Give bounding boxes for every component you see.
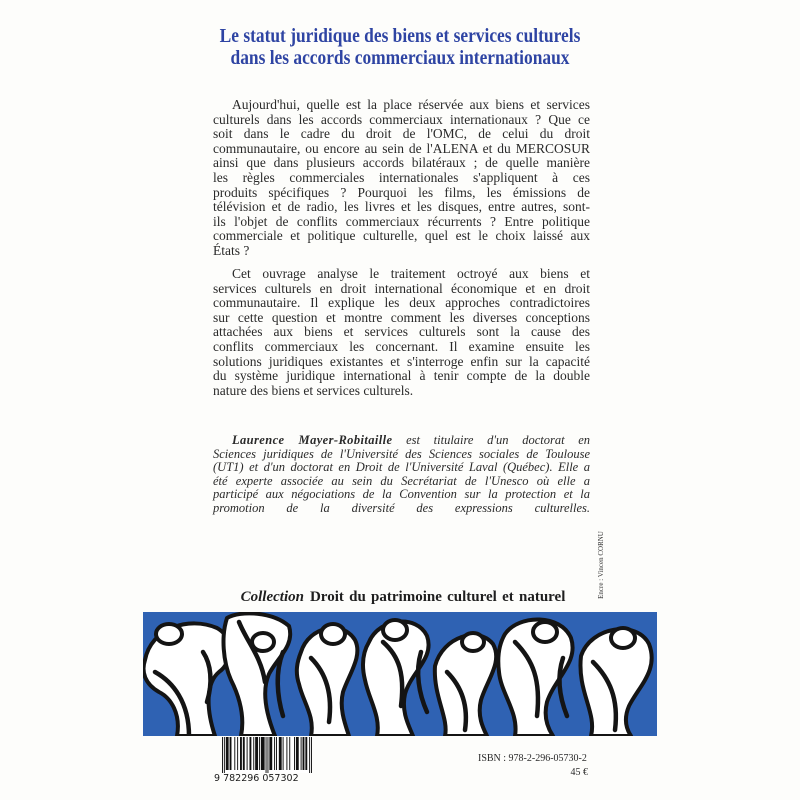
- barcode-bar: [301, 737, 302, 770]
- barcode-bar: [261, 737, 265, 770]
- barcode-bar: [259, 737, 260, 770]
- title-line-1: Le statut juridique des biens et services culturels: [219, 25, 581, 47]
- barcode-bar: [255, 737, 258, 770]
- text-line: Sciences juridiques de l'Université des Sciences sociales de Toulouse: [213, 446, 590, 461]
- collection-line: [0, 589, 800, 606]
- text-line: Aujourd'hui, quelle est la place réservée aux biens et services: [232, 97, 590, 112]
- barcode-bar: [266, 737, 267, 773]
- barcode-number: 9 782296 057302: [214, 773, 299, 784]
- text-line: conflits commerciaux les concernant. Il examine ensuite les: [213, 338, 590, 354]
- barcode-bar: [247, 737, 248, 770]
- barcode-bar: [286, 737, 287, 770]
- barcode-bar: [283, 737, 284, 770]
- barcode-bar: [237, 737, 238, 770]
- collection-name: Droit du patrimoine culturel et naturel: [309, 589, 566, 605]
- barcode-bar: [234, 737, 235, 770]
- text-line: (UT1) et d'un doctorat en Droit de l'Université Laval (Québec). Elle a: [213, 460, 590, 474]
- barcode-bar: [230, 737, 232, 770]
- description-paragraph-1: [213, 98, 590, 259]
- text-line: ainsi que dans plusieurs accords bilatéraux ; de quelle manière: [213, 155, 590, 171]
- barcode: [222, 737, 312, 773]
- text-line: nature des biens et services culturels.: [213, 382, 414, 398]
- artwork-figure-head: [156, 624, 182, 644]
- artwork-figure-head: [383, 620, 407, 640]
- text-line: sur cette question et montre comment les diverses conceptions: [213, 309, 590, 325]
- barcode-bar: [305, 737, 307, 770]
- author-bio-first-line: [213, 434, 590, 448]
- barcode-bar: [226, 737, 229, 770]
- barcode-bar: [296, 737, 299, 770]
- artwork-figure-head: [252, 633, 274, 651]
- title-line-2: dans les accords commerciaux internationaux: [230, 47, 570, 69]
- barcode-bar: [249, 737, 251, 770]
- barcode-bar: [224, 737, 225, 773]
- barcode-bar: [294, 737, 295, 770]
- description-paragraph-2: [213, 267, 590, 398]
- text-line: Cet ouvrage analyse le traitement octroyé aux biens et: [232, 266, 590, 281]
- barcode-bar: [303, 737, 305, 770]
- author-bio: [213, 434, 590, 515]
- cover-artwork: [143, 612, 657, 736]
- text-line: culturels dans les accords commerciaux internationaux ? Que ce: [213, 111, 590, 127]
- barcode-bar: [274, 737, 275, 770]
- text-line: télévision et de radio, les livres et les disques, entre autres, sont-: [213, 199, 590, 215]
- artwork-figure-head: [533, 622, 557, 642]
- text-line: services culturels en droit international économique et en droit: [213, 280, 590, 296]
- illustration-credit: Encre : Vincen CORNU: [597, 531, 605, 599]
- isbn: ISBN : 978-2-296-05730-2: [478, 753, 587, 764]
- barcode-bar: [309, 737, 310, 773]
- barcode-bar: [240, 737, 242, 770]
- author-bio-text: est titulaire d'un doctorat en: [406, 433, 591, 447]
- book-title: [0, 25, 800, 69]
- barcode-bar: [279, 737, 282, 770]
- text-line: produits spécifiques ? Pourquoi les films, les émissions de: [213, 184, 590, 200]
- artwork-figure-head: [462, 633, 484, 651]
- text-line: commerciale et politique culturelle, quel est le choix laissé aux: [213, 228, 590, 244]
- artwork-figure-head: [321, 624, 345, 644]
- collection-label: Collection: [240, 589, 304, 605]
- barcode-bar: [243, 737, 245, 770]
- barcode-bar: [222, 737, 223, 773]
- text-line: participé aux négociations de la Convention sur la protection et la: [213, 487, 590, 501]
- text-line: les règles commerciales internationales s'appliquent à ces: [213, 169, 590, 185]
- text-line: solutions juridiques existantes et s'interroge enfin sur la capacité: [213, 353, 590, 369]
- text-line: États ?: [213, 242, 250, 258]
- text-line: du système juridique international à tenir compte de la double: [213, 368, 590, 384]
- text-line: ils l'objet de conflits commerciaux récurrents ? Entre politique: [213, 213, 590, 229]
- barcode-bar: [267, 737, 268, 773]
- text-line: soit dans le cadre du droit de l'OMC, de celui du droit: [213, 126, 590, 142]
- text-line: communautaire, ou encore au sein de l'ALENA et du MERCOSUR: [213, 140, 590, 156]
- barcode-bar: [311, 737, 312, 773]
- text-line: été experte associée au sein du Secrétariat de l'Unesco où elle a: [213, 473, 590, 488]
- text-line: attachées aux biens et services culturels sont la cause des: [213, 324, 590, 340]
- barcode-bar: [289, 737, 290, 770]
- author-name: Laurence Mayer-Robitaille: [232, 433, 393, 447]
- price: 45 €: [570, 767, 588, 778]
- text-line: communautaire. Il explique les deux approches contradictoires: [213, 295, 590, 311]
- text-line: promotion de la diversité des expressions culturelles.: [213, 500, 590, 515]
- barcode-bars: [222, 737, 312, 773]
- artwork-figure-head: [611, 628, 635, 648]
- barcode-bar: [253, 737, 254, 770]
- barcode-bar: [276, 737, 277, 770]
- barcode-bar: [269, 737, 272, 770]
